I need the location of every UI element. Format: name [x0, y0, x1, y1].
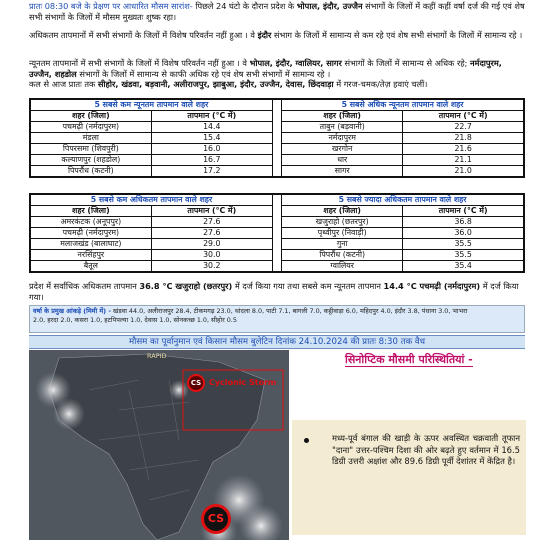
table-row: पचमढ़ी (नर्मदापुरम) 14.4 ताबुन (बड़वानी) 22.7	[30, 122, 524, 133]
table-row: नरसिंहपुर 30.0 पिपरौंध (कटनी) 35.5	[30, 250, 524, 261]
min-temp-table	[29, 98, 525, 178]
summary-paragraph	[29, 1, 527, 22]
thunder-text-2: में गरज-चमक/तेज़ हवाएं चलीं।	[333, 79, 428, 89]
summary-label: प्रातः 08:30 बजे के प्रेक्षण पर आधारित मौसम सारांश-	[29, 1, 193, 11]
storm-icon-badge: CS	[190, 379, 202, 387]
max-temp-text-1: अधिकतम तापमानों में सभी संभागों के जिलों में विशेष परिवर्तन नहीं हुआ । वे	[29, 30, 258, 40]
bulletin-header: मौसम का पूर्वानुमान एवं किसान मौसम बुलेटिन दिनांक 24.10.2024 की प्रातः 8:30 तक वैध	[29, 335, 525, 349]
cs-badge-text: CS	[207, 512, 225, 525]
max-temp-table	[29, 193, 525, 273]
table-row: पिपरौंध (कटनी) 17.2 सागर 21.0	[30, 166, 524, 178]
storm-label: Cyclonic Storm	[209, 378, 277, 387]
min-temp-bold-2: नर्मदापुरम, उज्जैन, शहडोल	[29, 58, 502, 79]
min-temp-text-2: संभागों के जिलों में सामान्य से अधिक रहे;	[341, 58, 470, 68]
min-temp-text-3: संभागों के जिलों में सामान्य से काफी अधिक रहे एवं शेष सभी संभागों में सामान्य रहे ।	[76, 68, 331, 79]
min-table-col-temp-right: तापमान (°C में)	[403, 111, 524, 122]
min-table-left-title: 5 सबसे कम न्यूनतम तापमान वाले शहर	[30, 99, 272, 111]
highest-max-temp: 36.8 °C खजुराहो (छतरपुर)	[139, 281, 233, 291]
lowest-min-temp: 14.4 °C पचमढ़ी (नर्मदापुरम)	[383, 281, 481, 291]
table-row: बैतूल 30.2 ग्वालियर 35.4	[30, 261, 524, 273]
min-temp-text-1: न्यूनतम तापमानों में सभी संभागों के जिलों में विशेष परिवर्तन नहीं हुआ । वे	[29, 58, 250, 68]
min-temp-paragraph	[29, 58, 527, 90]
rainfall-line-1: खंडवा 44.0, अलीराजपुर 28.4, टीकमगढ़ 23.0, थांदला 8.0, पाटी 7.1, बागली 7.0, कट्ठीवाड़ा 6.0, महिदपुर 4.0, इंदौर 3.8, पंधाना 3.0, भाभरा	[110, 307, 468, 315]
max-table-col-city-right: शहर (जिला)	[282, 206, 403, 217]
max-temp-paragraph	[29, 30, 527, 41]
satellite-label: RAPID	[147, 352, 167, 360]
satellite-map	[29, 350, 289, 540]
storm-icon	[187, 374, 205, 392]
summary-text-2: संभागों के जिलों में कहीं कहीं वर्षा दर्ज की गई एवं शेष सभी संभागों के जिलों में मौसम मुख्यतः शुष्क रहा।	[29, 1, 525, 22]
min-temp-bold-1: भोपाल, इंदौर, ग्वालियर, सागर	[249, 58, 342, 68]
extremes-paragraph: प्रदेश में सर्वाधिक अधिकतम तापमान 36.8 °C खजुराहो (छतरपुर) में दर्ज किया गया तथा सबसे कम न्यूनतम तापमान 14.4 °C पचमढ़ी (नर्मदापुरम) में दर्ज किया गया।	[29, 281, 519, 302]
table-row: पिपरसमा (शिवपुरी) 16.0 खरगोन 21.6	[30, 144, 524, 155]
max-table-col-city-left: शहर (जिला)	[30, 206, 151, 217]
max-table-right-title: 5 सबसे ज्यादा अधिकतम तापमान वाले शहर	[282, 194, 524, 206]
thunder-text-1: कल से आज प्रातः तक	[29, 79, 98, 89]
min-table-col-city-right: शहर (जिला)	[282, 111, 403, 122]
table-row: अमरकंटक (अनूपपुर) 27.6 खजुराहो (छतरपुर) 36.8	[30, 217, 524, 228]
summary-places: भोपाल, इंदौर, उज्जैन	[296, 1, 363, 11]
max-temp-bold: इंदौर	[257, 30, 272, 40]
thunder-places: सीहोर, खंडवा, बड़वानी, अलीराजपुर, झाबुआ, इंदौर, उज्जैन, देवास, छिंदवाड़ा	[97, 79, 334, 89]
max-table-left-title: 5 सबसे कम अधिकतम तापमान वाले शहर	[30, 194, 272, 206]
bullet-icon	[304, 438, 309, 443]
max-temp-text-2: संभाग के जिलों में सामान्य से कम रहे एवं शेष सभी संभागों के जिलों में सामान्य रहे ।	[271, 30, 523, 40]
table-row: मलाजखंड (बालाघाट) 29.0 गुना 35.5	[30, 239, 524, 250]
synoptic-title: सिनोप्टिक मौसमी परिस्थितियां -	[345, 353, 473, 366]
min-table-right-title: 5 सबसे अधिक न्यूनतम तापमान वाले शहर	[282, 99, 524, 111]
table-row: मंडला 15.4 नर्मदापुरम 21.8	[30, 133, 524, 144]
synoptic-text: मध्य-पूर्व बंगाल की खाड़ी के ऊपर अवस्थित चक्रवाती तूफान "दाना" उत्तर-पश्चिम दिशा की ओर बढ़ते हुए वर्तमान में 16.5 डिग्री उत्तरी अक्षांश और 89.6 डिग्री पूर्वी देशांतर में केंद्रित है।	[332, 433, 520, 466]
rainfall-label: वर्षा के प्रमुख आंकड़े (मिमी में) -	[33, 307, 111, 315]
min-table-col-city-left: शहर (जिला)	[30, 111, 151, 122]
rainfall-data-bar	[29, 305, 525, 333]
max-table-col-temp-left: तापमान (°C में)	[151, 206, 272, 217]
max-table-col-temp-right: तापमान (°C में)	[403, 206, 524, 217]
min-table-col-temp-left: तापमान (°C में)	[151, 111, 272, 122]
cs-badge-icon	[201, 504, 231, 534]
rainfall-line-2: 2.0, हरदा 2.0, कसरा 1.0, हटपिपल्या 1.0, देवास 1.0, सोनकच्छ 1.0, सीहोर 0.5	[33, 316, 237, 324]
table-row: पचमढ़ी (नर्मदापुरम) 27.6 पृथ्वीपुर (निवाड़ी) 36.0	[30, 228, 524, 239]
table-row: कल्याणपुर (शहडोल) 16.7 धार 21.1	[30, 155, 524, 166]
summary-text-1: पिछले 24 घंटो के दौरान प्रदेश के	[192, 1, 297, 11]
